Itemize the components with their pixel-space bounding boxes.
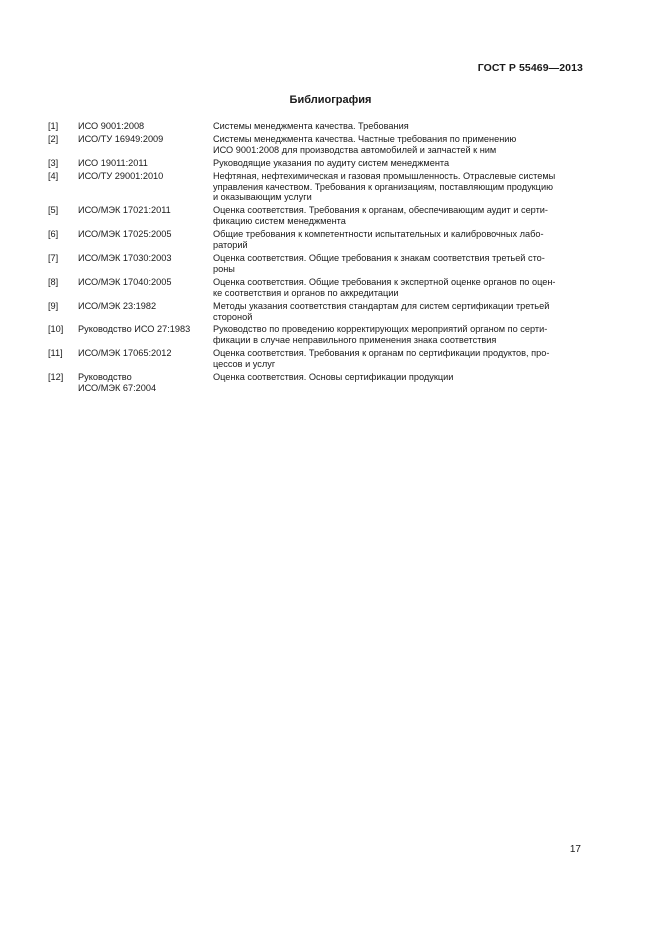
- entry-description-line: Нефтяная, нефтехимическая и газовая промышленность. Отраслевые системы: [213, 170, 556, 181]
- entry-code: [78, 277, 213, 299]
- entry-description-line: стороной: [213, 311, 253, 322]
- entry-number: [4]: [48, 170, 59, 181]
- bibliography-entry: [48, 171, 585, 204]
- entry-description: [213, 134, 585, 156]
- entry-code: [78, 372, 213, 394]
- bibliography-entry: [48, 158, 585, 169]
- entry-description: [213, 348, 585, 370]
- entry-description: [213, 277, 585, 299]
- entry-description-line: Методы указания соответствия стандартам для систем сертификации третьей: [213, 300, 550, 311]
- bibliography-entry: [48, 134, 585, 156]
- entry-code-line: ИСО 19011:2011: [78, 157, 148, 168]
- bibliography-entry: [48, 253, 585, 275]
- entry-description-line: Руководящие указания по аудиту систем менеджмента: [213, 157, 450, 168]
- entry-code-line: ИСО/МЭК 17065:2012: [78, 348, 172, 359]
- entry-description: [213, 372, 585, 394]
- entry-code-line: ИСО/ТУ 16949:2009: [78, 133, 164, 144]
- entry-description-line: Системы менеджмента качества. Требования: [213, 121, 409, 131]
- entry-code-line: ИСО 9001:2008: [78, 121, 145, 131]
- entry-code-line: ИСО/ТУ 29001:2010: [78, 170, 164, 181]
- bibliography-entry: [48, 324, 585, 346]
- entry-code-line: Руководство: [78, 372, 132, 383]
- entry-description-line: фикацию систем менеджмента: [213, 216, 346, 227]
- entry-code-line: ИСО/МЭК 17030:2003: [78, 252, 172, 263]
- entry-code-line: Руководство ИСО 27:1983: [78, 324, 191, 335]
- bibliography-list: [48, 121, 585, 396]
- entry-description: [213, 158, 585, 169]
- entry-description-line: ке соответствия и органов по аккредитации: [213, 287, 399, 298]
- bibliography-entry: [48, 277, 585, 299]
- entry-number: [2]: [48, 133, 59, 144]
- entry-description-line: Оценка соответствия. Требования к органам по сертификации продуктов, про-: [213, 348, 550, 359]
- entry-code: [78, 229, 213, 251]
- entry-description-line: Оценка соответствия. Основы сертификации продукции: [213, 372, 454, 383]
- entry-description-line: роны: [213, 263, 235, 274]
- section-title: Библиография: [289, 94, 372, 106]
- entry-number: [9]: [48, 300, 59, 311]
- entry-number: [5]: [48, 205, 59, 216]
- entry-description-line: и оказывающим услуги: [213, 192, 312, 203]
- entry-description-line: раторий: [213, 240, 248, 251]
- entry-number: [3]: [48, 157, 59, 168]
- bibliography-entry: [48, 205, 585, 227]
- entry-code-line: ИСО/МЭК 17025:2005: [78, 229, 172, 240]
- entry-number: [11]: [48, 348, 63, 359]
- bibliography-entry: [48, 229, 585, 251]
- entry-number: [6]: [48, 229, 59, 240]
- entry-number: [12]: [48, 372, 64, 383]
- entry-code-line: ИСО/МЭК 17040:2005: [78, 276, 172, 287]
- entry-description-line: Оценка соответствия. Требования к органам, обеспечивающим аудит и серти-: [213, 205, 548, 216]
- entry-description-line: Руководство по проведению корректирующих мероприятий органом по серти-: [213, 324, 548, 335]
- entry-code: [78, 134, 213, 156]
- entry-description-line: Системы менеджмента качества. Частные требования по применению: [213, 133, 517, 144]
- entry-description-line: фикации в случае неправильного применения знака соответствия: [213, 335, 497, 346]
- entry-code: [78, 348, 213, 370]
- entry-description: [213, 301, 585, 323]
- entry-description-line: Оценка соответствия. Общие требования к экспертной оценке органов по оцен-: [213, 276, 556, 287]
- document-standard-code: ГОСТ Р 55469—2013: [477, 62, 583, 74]
- entry-description: [213, 171, 585, 204]
- entry-code: [78, 324, 213, 346]
- entry-number: [7]: [48, 252, 59, 263]
- entry-code-line: ИСО/МЭК 23:1982: [78, 300, 157, 311]
- entry-description-line: Оценка соответствия. Общие требования к знакам соответствия третьей сто-: [213, 252, 545, 263]
- entry-code-line: ИСО/МЭК 67:2004: [78, 382, 157, 393]
- entry-code: [78, 253, 213, 275]
- entry-description: [213, 253, 585, 275]
- entry-code: [78, 205, 213, 227]
- entry-description-line: цессов и услуг: [213, 359, 276, 370]
- entry-number: [1]: [48, 121, 59, 131]
- entry-code: [78, 301, 213, 323]
- bibliography-entry: [48, 348, 585, 370]
- entry-description-line: управления качеством. Требования к организациям, поставляющим продукцию: [213, 181, 553, 192]
- entry-code: [78, 121, 213, 132]
- entry-description-line: Общие требования к компетентности испытательных и калибровочных лабо-: [213, 229, 544, 240]
- entry-code: [78, 171, 213, 204]
- entry-description: [213, 229, 585, 251]
- entry-description: [213, 205, 585, 227]
- bibliography-entry: [48, 121, 585, 132]
- entry-number: [8]: [48, 276, 59, 287]
- entry-description: [213, 324, 585, 346]
- entry-number: [10]: [48, 324, 64, 335]
- bibliography-entry: [48, 301, 585, 323]
- page-number: 17: [569, 844, 581, 855]
- entry-description: [213, 121, 585, 132]
- entry-description-line: ИСО 9001:2008 для производства автомобилей и запчастей к ним: [213, 144, 497, 155]
- bibliography-entry: [48, 372, 585, 394]
- entry-code: [78, 158, 213, 169]
- entry-code-line: ИСО/МЭК 17021:2011: [78, 205, 171, 216]
